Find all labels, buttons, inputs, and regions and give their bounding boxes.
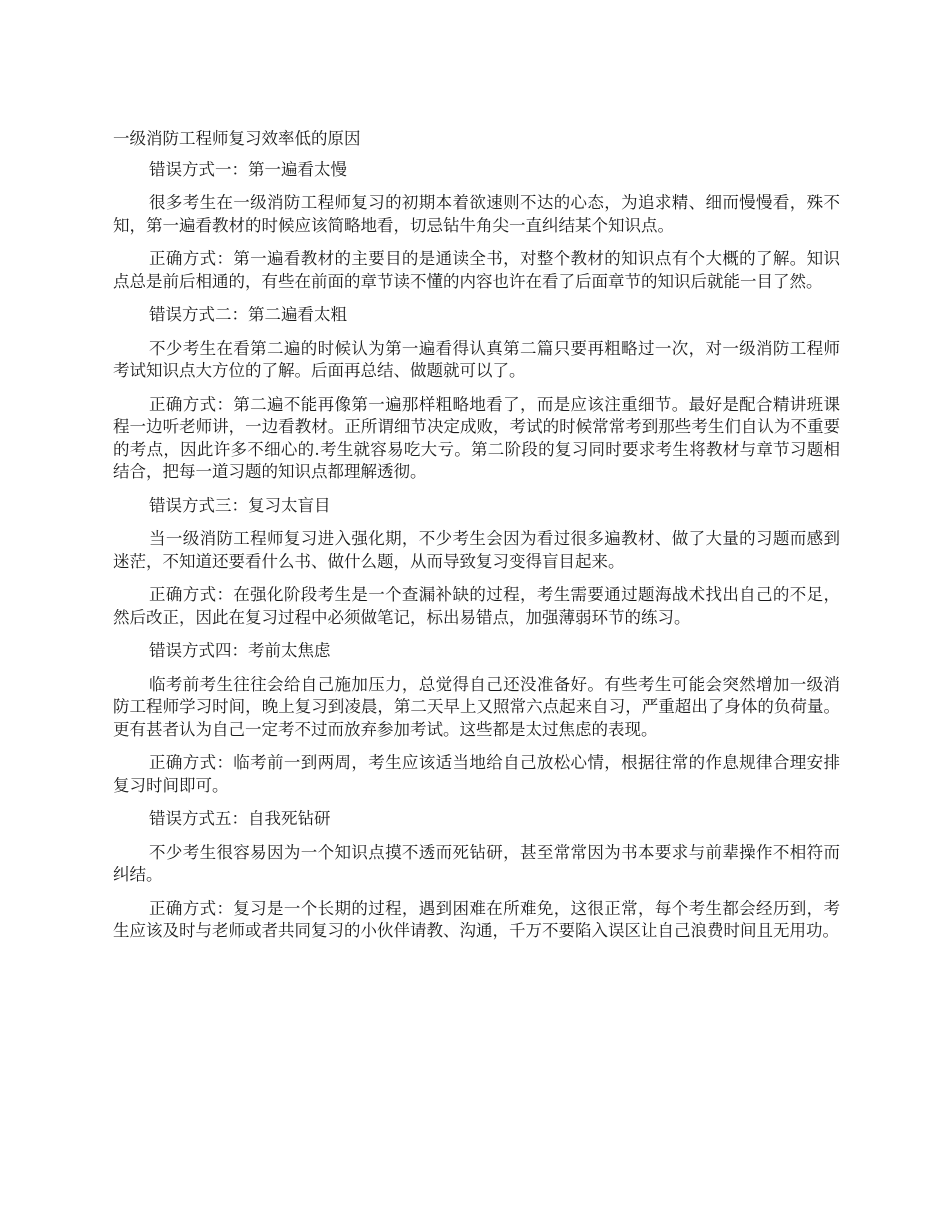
paragraph: 正确方式：在强化阶段考生是一个查漏补缺的过程，考生需要通过题海战术找出自己的不足，然后改正，因此在复习过程中必须做笔记，标出易错点，加强薄弱环节的练习。 xyxy=(113,585,840,627)
paragraph: 正确方式：第二遍不能再像第一遍那样粗略地看了，而是应该注重细节。最好是配合精讲班课程一边听老师讲，一边看教材。正所谓细节决定成败，考试的时候常常考到那些考生们自认为不重要的考点，因此许多不细心的.考生就容易吃大亏。第二阶段的复习同时要求考生将教材与章节习题相结合，把每一道习题的知识点都理解透彻。 xyxy=(113,394,840,481)
section-heading: 错误方式五：自我死钻研 xyxy=(149,809,331,828)
paragraph: 正确方式：复习是一个长期的过程，遇到困难在所难免，这很正常，每个考生都会经历到，考生应该及时与老师或者共同复习的小伙伴请教、沟通，千万不要陷入误区让自己浪费时间且无用功。 xyxy=(113,898,840,940)
section-heading: 错误方式四：考前太焦虑 xyxy=(149,641,331,660)
document-title: 一级消防工程师复习效率低的原因 xyxy=(113,129,361,148)
paragraph: 不少考生在看第二遍的时候认为第一遍看得认真第二篇只要再粗略过一次，对一级消防工程师考试知识点大方位的了解。后面再总结、做题就可以了。 xyxy=(113,338,840,380)
paragraph: 很多考生在一级消防工程师复习的初期本着欲速则不达的心态，为追求精、细而慢慢看，殊不知，第一遍看教材的时候应该简略地看，切忌钻牛角尖一直纠结某个知识点。 xyxy=(113,193,840,235)
paragraph: 不少考生很容易因为一个知识点摸不透而死钻研，甚至常常因为书本要求与前辈操作不相符而纠结。 xyxy=(113,842,840,884)
paragraph: 当一级消防工程师复习进入强化期，不少考生会因为看过很多遍教材、做了大量的习题而感到迷茫，不知道还要看什么书、做什么题，从而导致复习变得盲目起来。 xyxy=(113,529,840,571)
paragraph: 临考前考生往往会给自己施加压力，总觉得自己还没准备好。有些考生可能会突然增加一级消防工程师学习时间，晚上复习到凌晨，第二天早上又照常六点起来自习，严重超出了身体的负荷量。更有甚者认为自己一定考不过而放弃参加考试。这些都是太过焦虑的表现。 xyxy=(113,674,840,739)
section-heading: 错误方式一：第一遍看太慢 xyxy=(149,159,347,179)
paragraph: 正确方式：第一遍看教材的主要目的是通读全书，对整个教材的知识点有个大概的了解。知识点总是前后相通的，有些在前面的章节读不懂的内容也许在看了后面章节的知识后就能一目了然。 xyxy=(113,249,840,291)
paragraph: 正确方式：临考前一到两周，考生应该适当地给自己放松心情，根据往常的作息规律合理安排复习时间即可。 xyxy=(113,753,840,795)
document-page xyxy=(113,128,840,954)
section-heading: 错误方式二：第二遍看太粗 xyxy=(149,305,347,324)
section-heading: 错误方式三：复习太盲目 xyxy=(149,495,331,515)
